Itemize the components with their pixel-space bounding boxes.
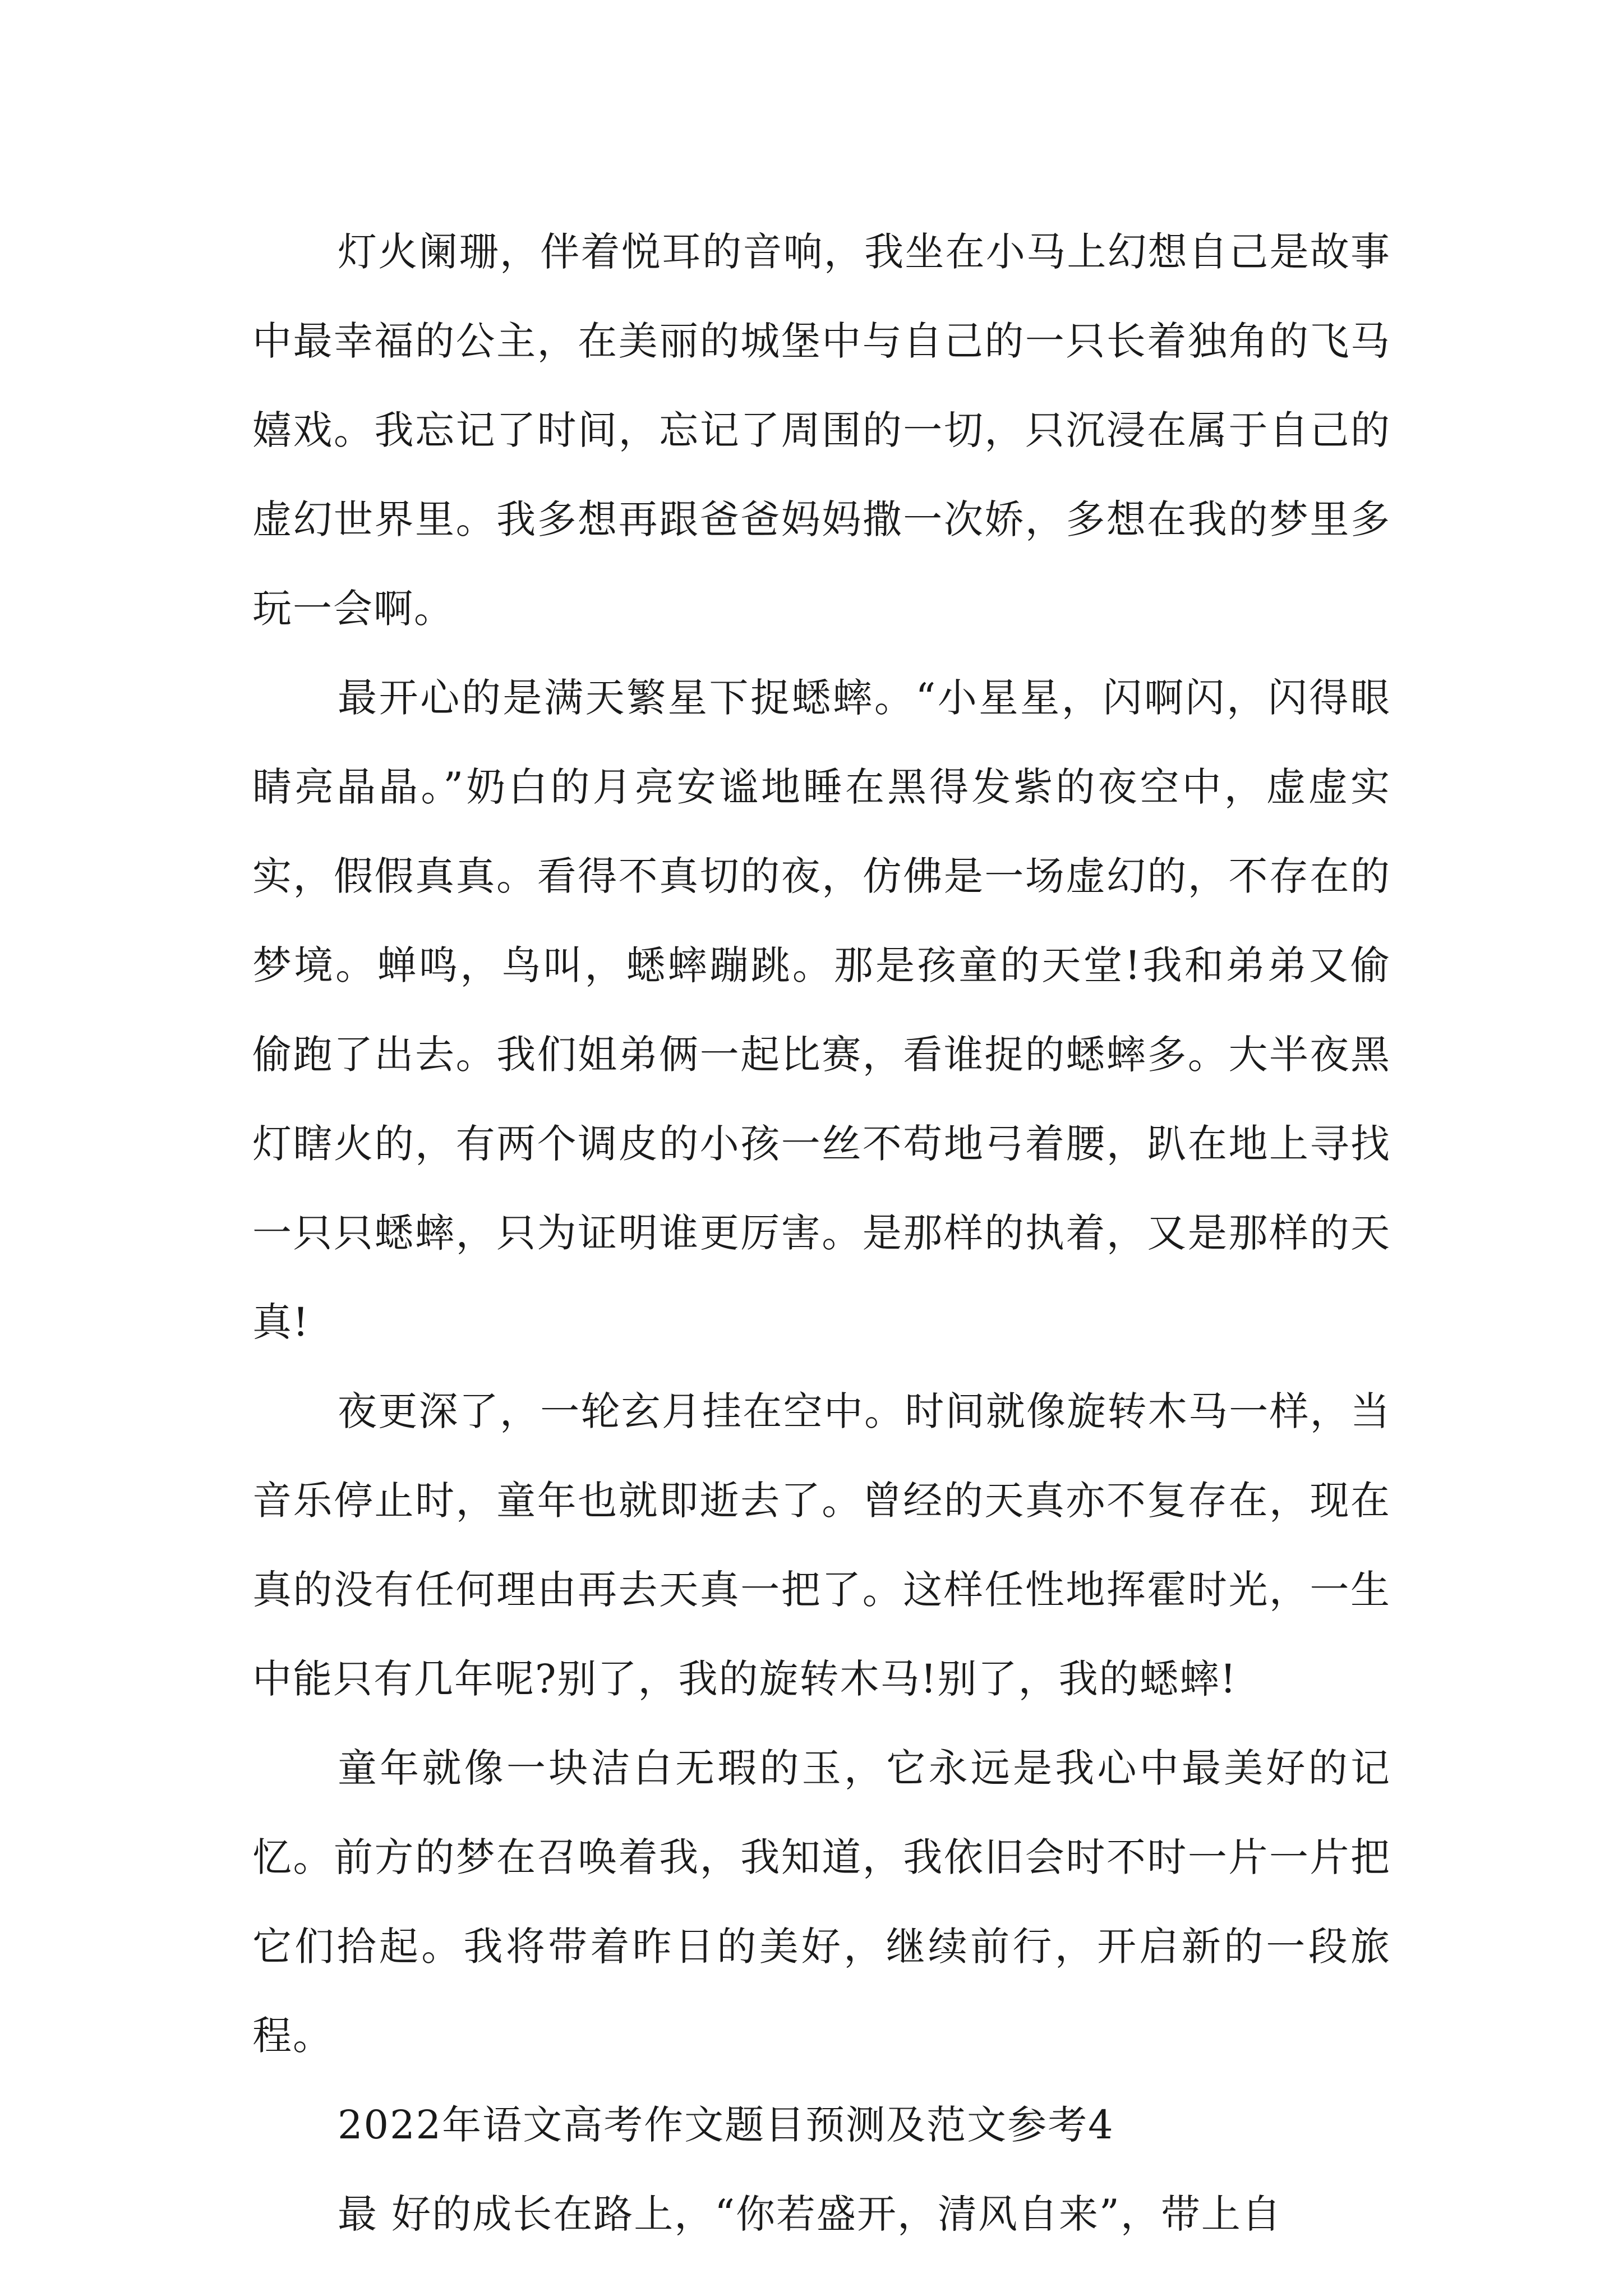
essay-heading: 2022年语文高考作文题目预测及范文参考4 <box>338 2102 1114 2148</box>
paragraph-catching-crickets: 最开心的是满天繁星下捉蟋蟀。“小星星，闪啊闪，闪得眼睛亮晶晶。”奶白的月亮安谧地睡在黑得发紫的夜空中，虚虚实实，假假真真。看得不真切的夜，仿佛是一场虚幻的，不存在的梦境。蝉鸣，鸟叫，蟋蟀蹦跳。那是孩童的天堂!我和弟弟又偷偷跑了出去。我们姐弟俩一起比赛，看谁捉的蟋蟀多。大半夜黑灯瞎火的，有两个调皮的小孩一丝不苟地弓着腰，趴在地上寻找一只只蟋蟀，只为证明谁更厉害。是那样的执着，又是那样的天真! <box>252 675 1391 1345</box>
paragraph-childhood-jade: 童年就像一块洁白无瑕的玉，它永远是我心中最美好的记忆。前方的梦在召唤着我，我知道，我依旧会时不时一片一片把它们拾起。我将带着昨日的美好，继续前行，开启新的一段旅程。 <box>252 1745 1391 2059</box>
paragraph-night-farewell: 夜更深了，一轮玄月挂在空中。时间就像旋转木马一样，当音乐停止时，童年也就即逝去了。曾经的天真亦不复存在，现在真的没有任何理由再去天真一把了。这样任性地挥霍时光，一生中能只有几年呢?别了，我的旋转木马!别了，我的蟋蟀! <box>252 1388 1391 1702</box>
paragraph-carousel-dream: 灯火阑珊，伴着悦耳的音响，我坐在小马上幻想自己是故事中最幸福的公主，在美丽的城堡中与自己的一只长着独角的飞马嬉戏。我忘记了时间，忘记了周围的一切，只沉浸在属于自己的虚幻世界里。我多想再跟爸爸妈妈撒一次娇，多想在我的梦里多玩一会啊。 <box>252 229 1391 632</box>
essay-first-line: 最 好的成长在路上，“你若盛开，清风自来”，带上自 <box>338 2191 1282 2237</box>
document-body <box>252 208 1391 2259</box>
